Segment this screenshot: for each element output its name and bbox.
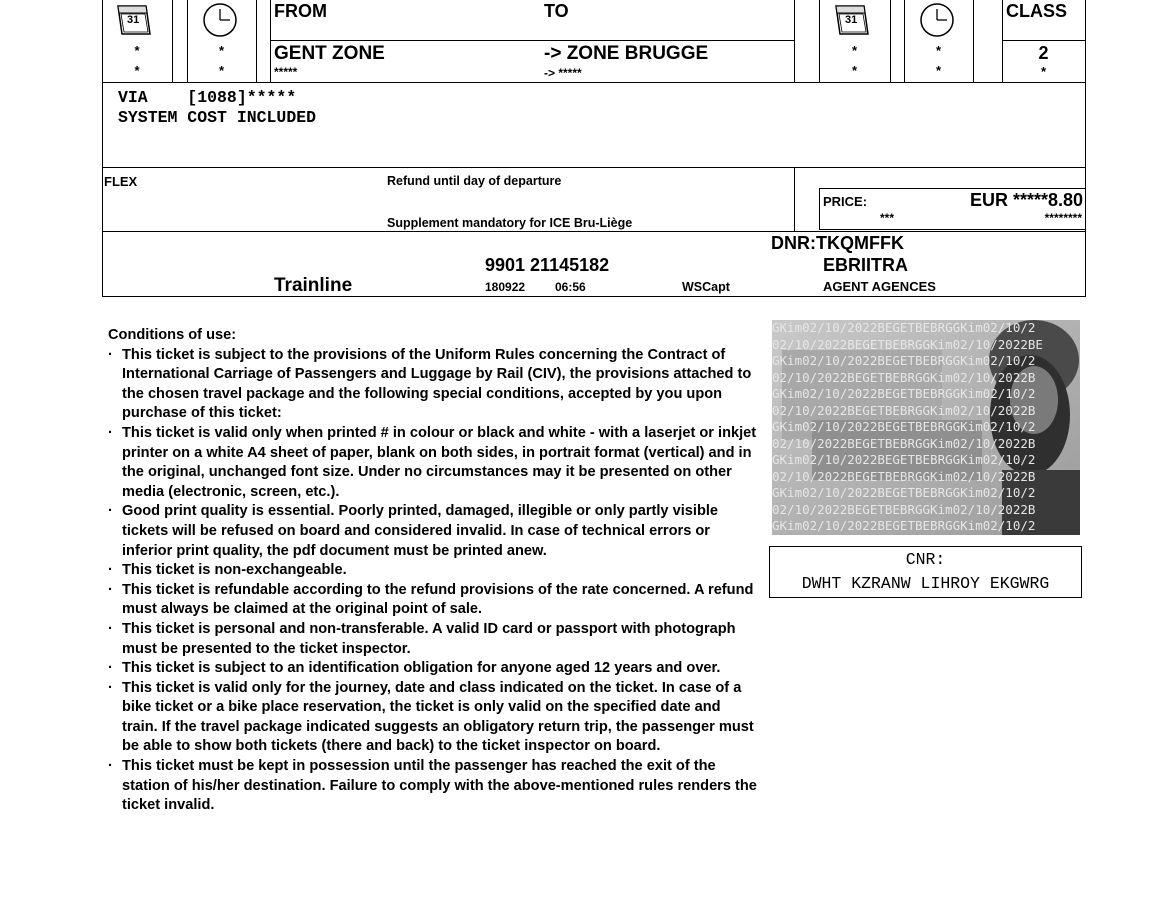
condition-item: · This ticket must be kept in possession until the passenger has reached the exit of the station of his/her destination. Failure to comply with the above-mentioned rules renders the ticket invalid. bbox=[108, 757, 758, 816]
condition-item: · This ticket is subject to an identification obligation for anyone aged 12 years and over. bbox=[108, 659, 758, 679]
price-label: PRICE: bbox=[823, 194, 868, 209]
return-time-2: * bbox=[935, 63, 942, 78]
to-label: TO bbox=[544, 1, 569, 21]
condition-item: · This ticket is refundable according to the refund provisions of the rate concerned. A refund must always be claimed at the original point of sale. bbox=[108, 581, 758, 620]
outbound-time-1: * bbox=[218, 43, 225, 58]
outbound-time-2: * bbox=[218, 63, 225, 78]
class-label: CLASS bbox=[1006, 1, 1068, 21]
dnr-line: DNR:TKQMFFK bbox=[771, 233, 904, 253]
photo-watermark-line: GKim02/10/2022BEGETBEBRGGKim02/10/2 bbox=[772, 518, 1036, 533]
condition-item: · This ticket is personal and non-transferable. A valid ID card or passport with photograph must be presented to the ticket inspector. bbox=[108, 620, 758, 659]
issuer-system: WSCapt bbox=[682, 280, 730, 294]
clock-icon-return bbox=[917, 2, 957, 38]
ticket-number: 9901 21145182 bbox=[485, 255, 610, 275]
cnr-label: CNR: bbox=[905, 550, 946, 569]
origin-code: ***** bbox=[274, 65, 298, 79]
condition-item: · This ticket is valid only when printed # in colour or black and white - with a laserjet or inkjet printer on a white A4 sheet of paper, blank on both sides, in portrait format (vertical) and in the original, unchanged font size. Under no circumstances may it be presented on other media (electronic, screen, etc.). bbox=[108, 424, 758, 502]
photo-watermark-line: GKim02/10/2022BEGETBEBRGGKim02/10/2 bbox=[772, 452, 1036, 467]
from-label: FROM bbox=[274, 1, 327, 21]
calendar-icon bbox=[115, 2, 153, 38]
photo-watermark-line: 02/10/2022BEGETBEBRGGKim02/10/2022B bbox=[772, 402, 1036, 418]
photo-watermark-line: 02/10/2022BEGETBEBRGGKim02/10/2022BE bbox=[772, 336, 1043, 352]
price-sub-left: *** bbox=[880, 211, 895, 225]
condition-item: · This ticket is non-exchangeable. bbox=[108, 561, 758, 581]
system-cost: SYSTEM COST INCLUDED bbox=[118, 108, 317, 127]
return-time-1: * bbox=[935, 43, 942, 58]
photo-watermark-line: 02/10/2022BEGETBEBRGGKim02/10/2022B bbox=[772, 369, 1036, 385]
photo-watermark-line: 02/10/2022BEGETBEBRGGKim02/10/2022B bbox=[772, 435, 1036, 451]
agent-code: EBRIITRA bbox=[823, 255, 908, 275]
photo-watermark-line: 02/10/2022BEGETBEBRGGKim02/10/2022B bbox=[772, 501, 1036, 517]
photo-watermark-line: GKim02/10/2022BEGETBEBRGGKim02/10/2 bbox=[772, 353, 1036, 368]
price-value: EUR *****8.80 bbox=[969, 190, 1083, 210]
photo-watermark-line: GKim02/10/2022BEGETBEBRGGKim02/10/2 bbox=[772, 485, 1036, 500]
supplement-note: Supplement mandatory for ICE Bru-Liège bbox=[387, 216, 633, 230]
class-sub: * bbox=[1040, 64, 1047, 79]
outbound-date-1: * bbox=[134, 43, 140, 58]
clock-icon bbox=[200, 2, 240, 38]
return-date-1: * bbox=[851, 43, 858, 58]
return-date-2: * bbox=[851, 63, 858, 78]
photo-watermark-line: 02/10/2022BEGETBEBRGGKim02/10/2022B bbox=[772, 468, 1036, 484]
vendor-name: Trainline bbox=[274, 275, 353, 296]
price-sub-right: ******** bbox=[1044, 211, 1082, 225]
origin-station: GENT ZONE bbox=[274, 43, 385, 64]
issue-date: 180922 bbox=[485, 280, 526, 294]
class-value: 2 bbox=[1038, 43, 1049, 63]
conditions-section bbox=[108, 326, 758, 816]
issue-time: 06:56 bbox=[555, 280, 586, 294]
condition-item: · This ticket is valid only for the journey, date and class indicated on the ticket. In case of a bike ticket or a bike place reservation, the ticket is only valid on the specified date and train. If the travel package indicated suggests an obligatory return trip, the passenger must be able to show both tickets (there and back) to the ticket inspector on board. bbox=[108, 679, 758, 757]
calendar-glyph: 31 bbox=[127, 14, 140, 26]
passenger-photo bbox=[772, 320, 1080, 535]
via-line: VIA [1088]***** bbox=[118, 88, 297, 107]
destination-station: -> ZONE BRUGGE bbox=[544, 43, 709, 64]
fare-type: FLEX bbox=[104, 174, 138, 189]
photo-watermark-line: GKim02/10/2022BEGETBEBRGGKim02/10/2 bbox=[772, 320, 1036, 335]
condition-item: · Good print quality is essential. Poorly printed, damaged, illegible or only partly visible tickets will be refused on board and considered invalid. In case of technical errors or inferior print quality, the pdf document must be printed anew. bbox=[108, 502, 758, 561]
outbound-date-2: * bbox=[134, 63, 140, 78]
conditions-title: Conditions of use: bbox=[108, 327, 237, 343]
cnr-code: DWHT KZRANW LIHROY EKGWRG bbox=[801, 574, 1050, 593]
photo-watermark-line: GKim02/10/2022BEGETBEBRGGKim02/10/2 bbox=[772, 419, 1036, 434]
calendar-icon-return bbox=[833, 2, 871, 38]
conditions-list bbox=[108, 346, 758, 816]
photo-watermark-line: GKim02/10/2022BEGETBEBRGGKim02/10/2 bbox=[772, 386, 1036, 401]
destination-code: -> ***** bbox=[544, 66, 582, 80]
refund-note: Refund until day of departure bbox=[387, 174, 562, 188]
calendar-glyph-return: 31 bbox=[845, 14, 858, 26]
agent-label: AGENT AGENCES bbox=[823, 279, 936, 294]
condition-item: · This ticket is subject to the provisions of the Uniform Rules concerning the Contract of International Carriage of Passengers and Luggage by Rail (CIV), the provisions attached to the chosen travel package and the following special conditions, accepted by you upon purchase of this ticket: bbox=[108, 346, 758, 424]
